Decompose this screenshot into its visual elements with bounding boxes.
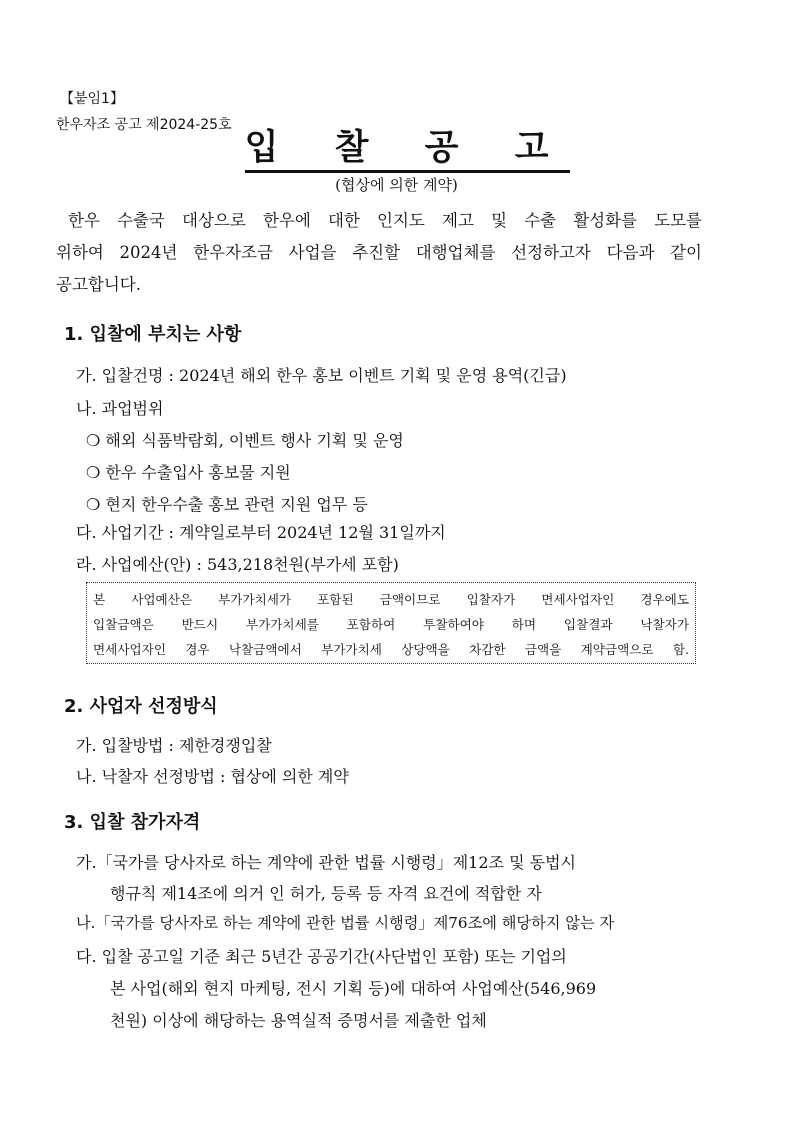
note-line: 본 사업예산은 부가가치세가 포함된 금액이므로 입찰자가 면세사업자인 경우에도 bbox=[93, 592, 689, 607]
intro-line: 한우 수출국 대상으로 한우에 대한 인지도 제고 및 수출 활성화를 도모를 bbox=[68, 211, 702, 230]
title-text: 입 찰 공 고 bbox=[245, 126, 571, 173]
section2-item-ga: 가. 입찰방법 : 제한경쟁입찰 bbox=[76, 736, 272, 755]
section3-item-ga-cont: 행규칙 제14조에 의거 인 허가, 등록 등 자격 요건에 적합한 자 bbox=[110, 884, 542, 903]
section3-item-da: 다. 입찰 공고일 기준 최근 5년간 공공기간(사단법인 포함) 또는 기업의 bbox=[76, 947, 567, 966]
intro-line: 위하여 2024년 한우자조금 사업을 추진할 대행업체를 선정하고자 다음과 같이 bbox=[56, 243, 702, 262]
section1-heading: 1. 입찰에 부치는 사항 bbox=[64, 324, 242, 345]
section3-item-na: 나.「국가를 당사자로 하는 계약에 관한 법률 시행령」제76조에 해당하지 않는 자 bbox=[76, 914, 615, 932]
scope-item: ❍ 현지 한우수출 홍보 관련 지원 업무 등 bbox=[86, 495, 368, 514]
section3-item-da-cont2: 천원) 이상에 해당하는 용역실적 증명서를 제출한 업체 bbox=[110, 1011, 487, 1030]
section3-item-ga: 가.「국가를 당사자로 하는 계약에 관한 법률 시행령」제12조 및 동법시 bbox=[76, 853, 576, 872]
note-line: 면세사업자인 경우 낙찰금액에서 부가가치세 상당액을 차감한 금액을 계약금액으로 함. bbox=[93, 642, 689, 657]
attachment-label: 【붙임1】 bbox=[60, 91, 124, 107]
intro-line: 공고합니다. bbox=[56, 275, 141, 294]
note-line: 입찰금액은 반드시 부가가치세를 포함하여 투찰하여야 하며 입찰결과 낙찰자가 bbox=[93, 617, 689, 632]
section1-item-na: 나. 과업범위 bbox=[76, 399, 164, 418]
section2-item-na: 나. 낙찰자 선정방법 : 협상에 의한 계약 bbox=[76, 767, 349, 786]
section1-item-ra: 라. 사업예산(안) : 543,218천원(부가세 포함) bbox=[76, 555, 399, 574]
section3-heading: 3. 입찰 참가자격 bbox=[64, 812, 201, 833]
page-subtitle: (협상에 의한 계약) bbox=[335, 176, 458, 194]
page-title bbox=[0, 126, 793, 173]
notice-number: 한우자조 공고 제2024-25호 bbox=[56, 117, 232, 133]
scope-item: ❍ 해외 식품박람회, 이벤트 행사 기획 및 운영 bbox=[86, 431, 404, 450]
section2-heading: 2. 사업자 선정방식 bbox=[64, 696, 218, 717]
intro-paragraph bbox=[56, 205, 702, 301]
scope-item: ❍ 한우 수출입사 홍보물 지원 bbox=[86, 463, 291, 482]
section1-item-da: 다. 사업기간 : 계약일로부터 2024년 12월 31일까지 bbox=[76, 523, 446, 542]
budget-note-box bbox=[86, 582, 696, 664]
section3-item-da-cont: 본 사업(해외 현지 마케팅, 전시 기획 등)에 대하여 사업예산(546,969 bbox=[110, 979, 597, 998]
section1-item-ga: 가. 입찰건명 : 2024년 해외 한우 홍보 이벤트 기획 및 운영 용역(긴급) bbox=[76, 366, 567, 385]
